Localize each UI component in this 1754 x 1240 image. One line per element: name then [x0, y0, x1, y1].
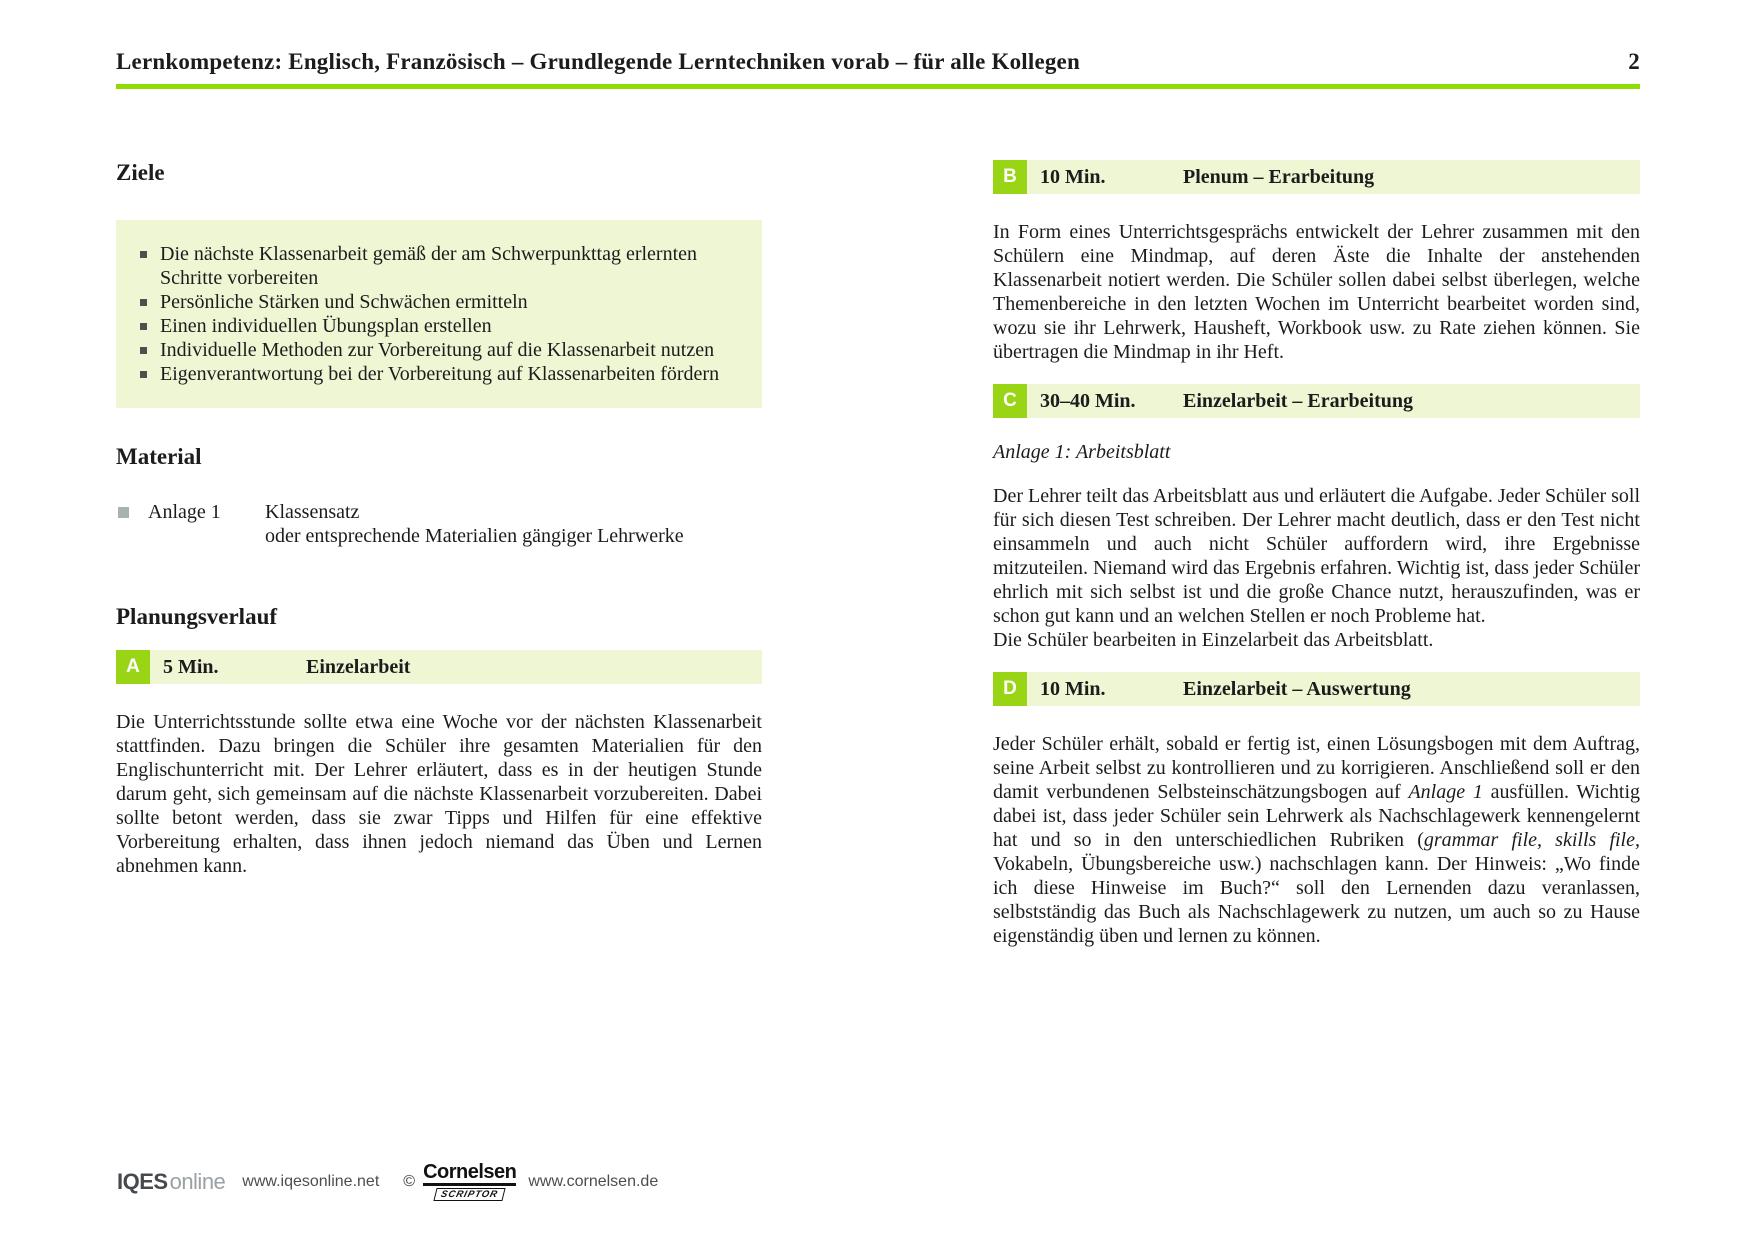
goal-item	[138, 290, 740, 314]
square-bullet-icon	[140, 347, 147, 354]
material-value-line2: oder entsprechende Materialien gängiger Lehrwerke	[265, 525, 684, 547]
step-d-paragraph: Jeder Schüler erhält, sobald er fertig ist, einen Lösungsbogen mit dem Auftrag, seine Arbeit selbst zu kontrollieren und zu korrigieren. Anschließend soll er den damit verbundenen Selbsteinschätzungsbogen auf Anlage 1 ausfüllen. Wichtig dabei ist, dass jeder Schüler sein Lehrwerk als Nachschlagewerk kennengelernt hat und so in den unterschiedlichen Rubriken (grammar file, skills file, Vokabeln, Übungsbereiche usw.) nachschlagen kann. Der Hinweis: „Wo finde ich diese Hinweise im Buch?“ soll den Lernenden dazu veranlassen, selbstständig das Buch als Nachschlagewerk zu nutzen, um auch so zu Hause eigenständig üben und lernen zu können.	[993, 733, 1640, 947]
step-a-paragraph: Die Unterrichtsstunde sollte etwa eine Woche vor der nächsten Klassenarbeit stattfinden. Dazu bringen die Schüler ihre gesamten Materialien für den Englischunterricht mit. Der Lehrer erläutert, dass es in der heutigen Stunde darum geht, sich gemeinsam auf die nächste Klassenarbeit vorzubereiten. Dabei sollte betont werden, dass sie zwar Tipps und Hilfen für eine effektive Vorbereitung erhalten, dass ihnen jedoch niemand das Üben und Lernen abnehmen kann.	[116, 711, 762, 877]
square-bullet-icon	[140, 251, 147, 258]
page-footer	[117, 1162, 658, 1201]
material-value	[265, 500, 762, 548]
step-c-badge: C	[993, 384, 1027, 418]
step-b-mode: Plenum – Erarbeitung	[1183, 165, 1375, 188]
cornelsen-url: www.cornelsen.de	[528, 1172, 659, 1190]
material-label: Anlage 1	[148, 501, 221, 523]
step-c-subtitle: Anlage 1: Arbeitsblatt	[993, 441, 1171, 463]
step-b-duration: 10 Min.	[1040, 165, 1106, 188]
material-row	[116, 500, 762, 548]
iqes-online-logo	[117, 1169, 225, 1195]
square-bullet-icon	[140, 299, 147, 306]
goals-box	[116, 220, 762, 408]
square-bullet-icon	[118, 507, 129, 518]
step-d-mode: Einzelarbeit – Auswertung	[1183, 677, 1411, 700]
header-rule	[116, 84, 1640, 89]
header-row	[116, 48, 1640, 75]
step-c-mode: Einzelarbeit – Erarbeitung	[1183, 389, 1413, 412]
page-title: Lernkompetenz: Englisch, Französisch – Grundlegende Lerntechniken vorab – für alle Kollegen	[116, 49, 1080, 74]
step-a-bar	[116, 650, 762, 684]
step-b-paragraph: In Form eines Unterrichtsgesprächs entwickelt der Lehrer zusammen mit den Schülern eine Mindmap, auf deren Äste die Inhalte der anstehenden Klassenarbeit notiert werden. Die Schüler sollen dabei selbst überlegen, welche Themenbereiche in den letzten Wochen im Unterricht bearbeitet worden sind, wozu sie ihr Lehrwerk, Hausheft, Workbook usw. zu Rate ziehen können. Sie übertragen die Mindmap in ihr Heft.	[993, 221, 1640, 363]
step-c-paragraph-line2: Die Schüler bearbeiten in Einzelarbeit das Arbeitsblatt.	[993, 629, 1434, 651]
goal-item-text: Persönliche Stärken und Schwächen ermitteln	[160, 291, 528, 313]
goal-item-text: Individuelle Methoden zur Vorbereitung auf die Klassenarbeit nutzen	[160, 339, 715, 361]
goal-item-text: Die nächste Klassenarbeit gemäß der am Schwerpunkttag erlernten Schritte vorbereiten	[160, 243, 698, 289]
goal-item-text: Eigenverantwortung bei der Vorbereitung auf Klassenarbeiten fördern	[160, 363, 720, 385]
step-a-badge: A	[116, 650, 150, 684]
goal-item	[138, 362, 740, 386]
cornelsen-scriptor-logo	[423, 1162, 516, 1201]
step-b-badge: B	[993, 160, 1027, 194]
step-c-duration: 30–40 Min.	[1040, 389, 1136, 412]
step-b-bar	[993, 160, 1640, 194]
step-a-duration: 5 Min.	[163, 655, 219, 678]
step-c-bar	[993, 384, 1640, 418]
iqes-logo-bold: IQES	[117, 1168, 168, 1194]
goal-item	[138, 242, 740, 290]
goal-item	[138, 338, 740, 362]
iqes-logo-light: online	[169, 1168, 226, 1194]
page-header	[116, 48, 1640, 89]
material-value-line1: Klassensatz	[265, 501, 360, 523]
page-number: 2	[1628, 49, 1640, 74]
planungsverlauf-heading: Planungsverlauf	[116, 604, 278, 629]
square-bullet-icon	[140, 323, 147, 330]
step-d-bar	[993, 672, 1640, 706]
goal-item-text: Einen individuellen Übungsplan erstellen	[160, 315, 492, 337]
cornelsen-logo-name: Cornelsen	[423, 1162, 516, 1186]
square-bullet-icon	[140, 371, 147, 378]
goals-list	[138, 242, 740, 386]
step-c-paragraph-text: Der Lehrer teilt das Arbeitsblatt aus und erläutert die Aufgabe. Jeder Schüler soll für sich diesen Test schreiben. Der Lehrer macht deutlich, dass er den Test nicht einsammeln und auch nicht Schüler auffordern wird, ihre Ergebnisse mitzuteilen. Niemand wird das Ergebnis erfahren. Wichtig ist, dass jeder Schüler ehrlich mit sich selbst ist und die große Chance nutzt, herauszufinden, was er schon gut kann und an welchen Stellen er noch Probleme hat.	[993, 485, 1641, 627]
goals-heading: Ziele	[116, 160, 165, 185]
step-a-mode: Einzelarbeit	[306, 655, 411, 678]
copyright-symbol: ©	[403, 1172, 416, 1190]
iqes-url: www.iqesonline.net	[242, 1172, 380, 1190]
step-d-duration: 10 Min.	[1040, 677, 1106, 700]
cornelsen-logo-scriptor: SCRIPTOR	[434, 1188, 506, 1201]
right-column	[993, 160, 1640, 948]
step-c-paragraph	[993, 484, 1640, 652]
left-column	[116, 160, 762, 878]
goal-item	[138, 314, 740, 338]
material-heading: Material	[116, 444, 202, 469]
step-d-badge: D	[993, 672, 1027, 706]
